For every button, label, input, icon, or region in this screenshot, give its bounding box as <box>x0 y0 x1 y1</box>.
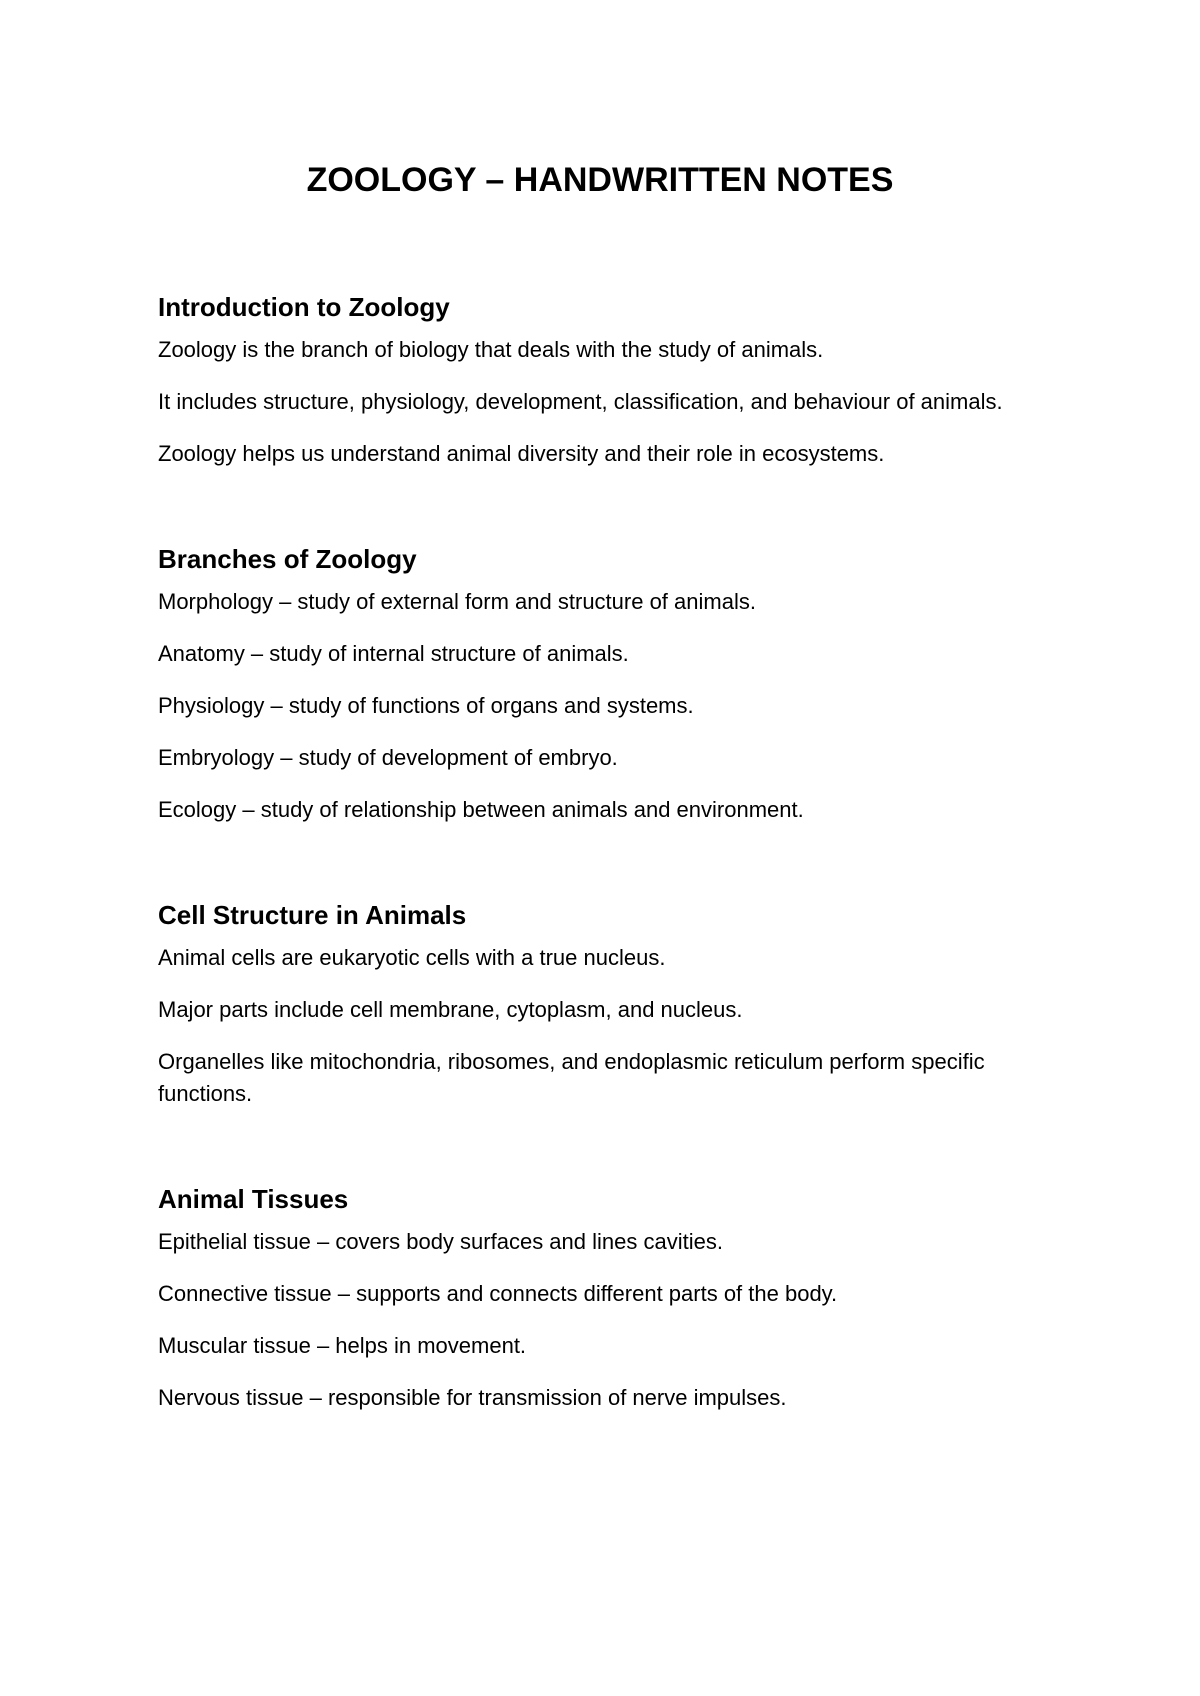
paragraph: It includes structure, physiology, development, classification, and behaviour of animals. <box>158 389 1003 414</box>
section-heading: Branches of Zoology <box>158 544 417 574</box>
section-introduction <box>158 290 1038 470</box>
paragraph: Embryology – study of development of embryo. <box>158 745 618 770</box>
paragraph: Anatomy – study of internal structure of animals. <box>158 641 629 666</box>
section-heading: Introduction to Zoology <box>158 292 450 322</box>
paragraph: Epithelial tissue – covers body surfaces and lines cavities. <box>158 1229 723 1254</box>
paragraph: Connective tissue – supports and connects different parts of the body. <box>158 1281 838 1306</box>
document-body <box>158 290 1038 1486</box>
section-heading: Animal Tissues <box>158 1184 349 1214</box>
paragraph: Ecology – study of relationship between animals and environment. <box>158 797 804 822</box>
paragraph: Physiology – study of functions of organs and systems. <box>158 693 694 718</box>
section-animal-tissues <box>158 1182 1038 1414</box>
paragraph: Morphology – study of external form and structure of animals. <box>158 589 756 614</box>
page-title: ZOOLOGY – HANDWRITTEN NOTES <box>306 161 894 199</box>
paragraph: Zoology is the branch of biology that deals with the study of animals. <box>158 337 824 362</box>
paragraph: Nervous tissue – responsible for transmission of nerve impulses. <box>158 1385 787 1410</box>
paragraph: Animal cells are eukaryotic cells with a true nucleus. <box>158 945 666 970</box>
section-cell-structure <box>158 898 1038 1110</box>
paragraph: Major parts include cell membrane, cytoplasm, and nucleus. <box>158 997 743 1022</box>
paragraph: Muscular tissue – helps in movement. <box>158 1333 527 1358</box>
paragraph: Organelles like mitochondria, ribosomes, and endoplasmic reticulum perform specific functions. <box>158 1049 985 1106</box>
section-heading: Cell Structure in Animals <box>158 900 467 930</box>
section-branches <box>158 542 1038 826</box>
paragraph: Zoology helps us understand animal diversity and their role in ecosystems. <box>158 441 885 466</box>
